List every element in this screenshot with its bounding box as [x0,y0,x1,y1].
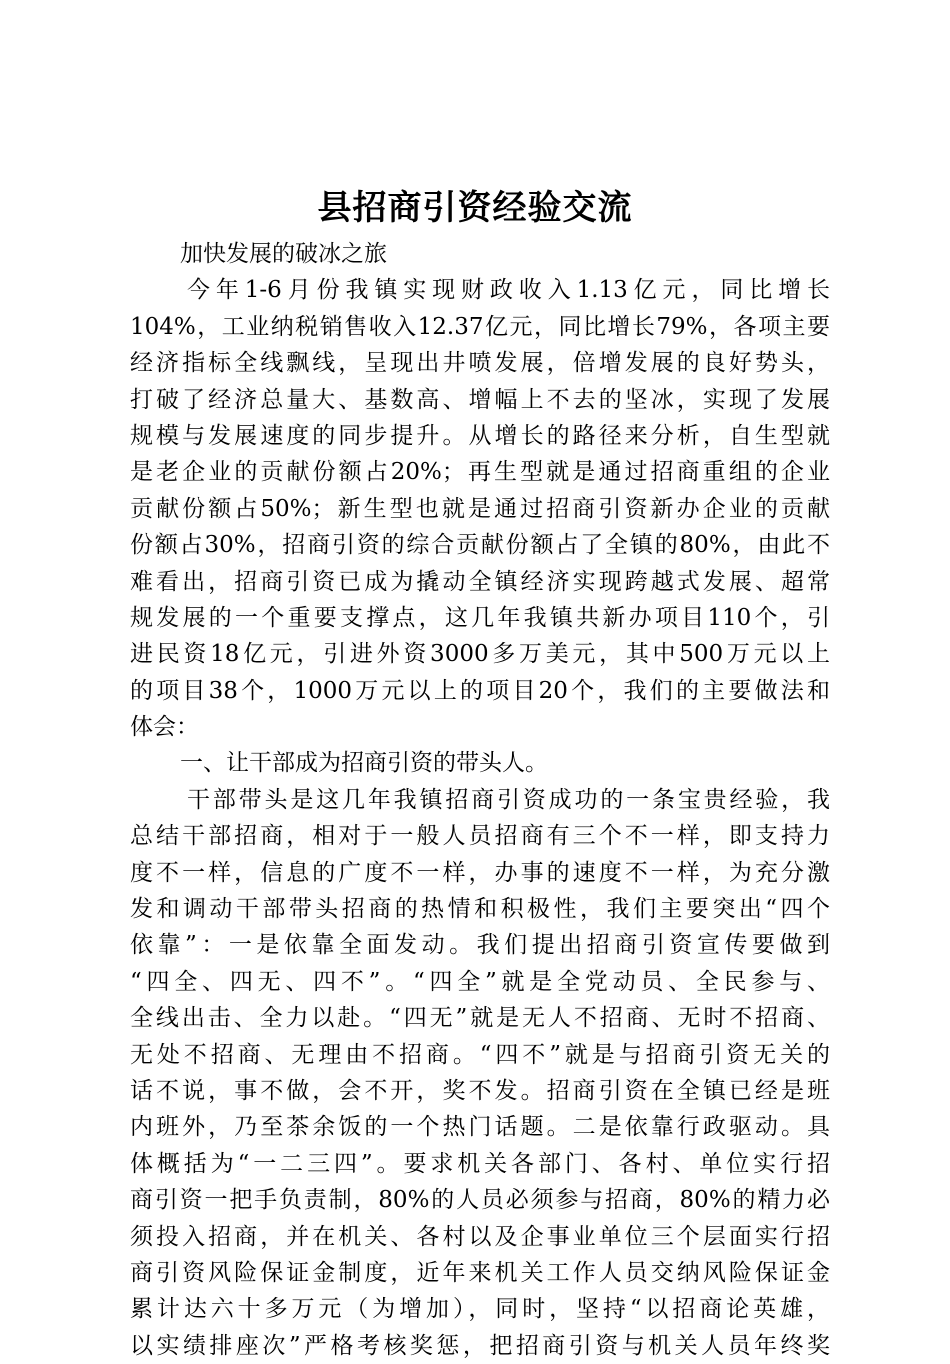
paragraph-line: 规发展的一个重要支撑点，这几年我镇共新办项目110个，引 [130,604,830,631]
paragraph-line: 加快发展的破冰之旅 [180,241,387,267]
paragraph-line: 是老企业的贡献份额占20%；再生型就是通过招商重组的企业 [130,459,830,486]
paragraph-line: 全线出击、全力以赴。“四无”就是无人不招商、无时不招商、 [130,1005,830,1032]
paragraph-line: “四全、四无、四不”。“四全”就是全党动员、全民参与、 [130,968,830,995]
paragraph-line: 规模与发展速度的同步提升。从增长的路径来分析，自生型就 [130,422,830,449]
paragraph-line: 话不说，事不做，会不开，奖不发。招商引资在全镇已经是班 [130,1077,830,1104]
paragraph-line: 的项目38个，1000万元以上的项目20个，我们的主要做法和 [130,677,830,704]
paragraph-line: 累计达六十多万元（为增加），同时，坚持“以招商论英雄， [130,1296,830,1323]
paragraph-line: 104%，工业纳税销售收入12.37亿元，同比增长79%，各项主要 [130,313,830,340]
paragraph-line: 无处不招商、无理由不招商。“四不”就是与招商引资无关的 [130,1041,830,1068]
paragraph-line: 一、让干部成为招商引资的带头人。 [180,750,548,777]
paragraph-line: 度不一样，信息的广度不一样，办事的速度不一样，为充分激 [130,859,830,886]
paragraph-line: 内班外，乃至茶余饭的一个热门话题。二是依靠行政驱动。具 [130,1114,830,1141]
paragraph-line: 以实绩排座次”严格考核奖惩，把招商引资与机关人员年终奖 [130,1332,830,1359]
paragraph-line: 打破了经济总量大、基数高、增幅上不去的坚冰，实现了发展 [130,386,830,413]
paragraph-line: 商引资一把手负责制，80%的人员必须参与招商，80%的精力必 [130,1187,830,1214]
paragraph-line: 总结干部招商，相对于一般人员招商有三个不一样，即支持力 [130,823,830,850]
paragraph-line: 须投入招商，并在机关、各村以及企事业单位三个层面实行招 [130,1223,830,1250]
paragraph-line: 份额占30%，招商引资的综合贡献份额占了全镇的80%，由此不 [130,532,830,559]
paragraph-line: 经济指标全线飘线，呈现出井喷发展，倍增发展的良好势头， [130,350,830,377]
document-title: 县招商引资经验交流 [317,188,633,228]
paragraph-line: 发和调动干部带头招商的热情和积极性，我们主要突出“四个 [130,896,830,923]
paragraph-line: 依靠”：一是依靠全面发动。我们提出招商引资宣传要做到 [130,932,830,959]
paragraph-line: 体会： [130,714,199,741]
paragraph-line: 进民资18亿元，引进外资3000多万美元，其中500万元以上 [130,641,830,668]
paragraph-line: 难看出，招商引资已成为撬动全镇经济实现跨越式发展、超常 [130,568,830,595]
paragraph-line: 干部带头是这几年我镇招商引资成功的一条宝贵经验，我 [187,786,830,813]
paragraph-line: 商引资风险保证金制度，近年来机关工作人员交纳风险保证金 [130,1259,830,1286]
document-body [130,236,830,1364]
paragraph-line: 贡献份额占50%；新生型也就是通过招商引资新办企业的贡献 [130,495,830,522]
paragraph-line: 体概括为“一二三四”。要求机关各部门、各村、单位实行招 [130,1150,830,1177]
paragraph-line: 今年1-6月份我镇实现财政收入1.13亿元，同比增长 [187,277,830,304]
